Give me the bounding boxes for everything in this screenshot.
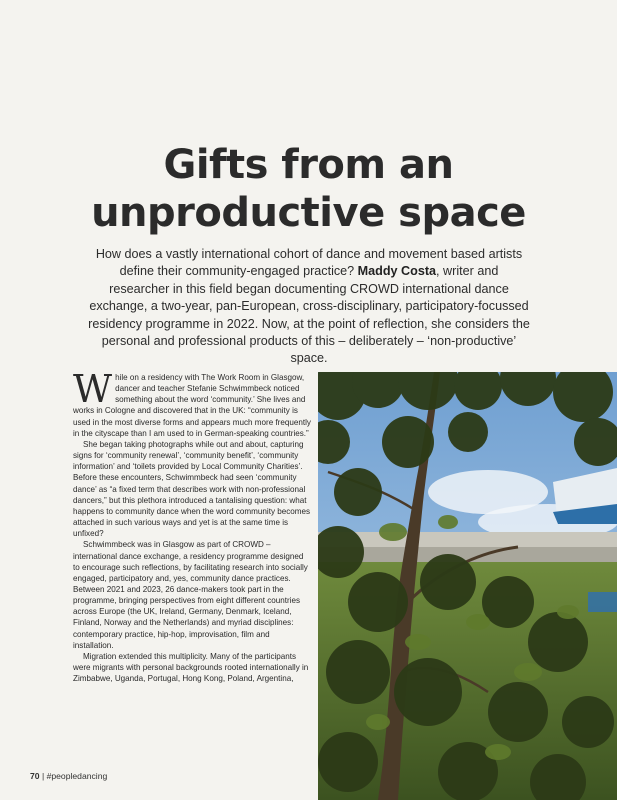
headline-line-1: Gifts from an [163,142,454,188]
body-paragraph-2: She began taking photographs while out and about, capturing signs for ‘community renewal’, ‘community benefit’, ‘community information’ and ‘toilets provided by Local Community Charities’. Before these encounters, Schwimmbeck had seen ‘community dance’ as “a fixed term that describes work with non-professional dancers,” but this plethora introduced a tantalising question: what happens to community dance when the word community becomes attached in such various ways and yet is at the same time is unfixed? [73,439,311,539]
photo-illustration [318,372,617,800]
tree-photograph [318,372,617,800]
body-text-column [73,367,311,684]
body-paragraph-3: Schwimmbeck was in Glasgow as part of CROWD – international dance exchange, a residency programme designed to encourage such reflections, by facilitating research into socially engaged, participatory and, yes, community dance practices. Between 2021 and 2023, 26 dance-makers took part in the programme, bringing perspectives from eight different countries across Europe (the UK, Ireland, Germany, Denmark, Iceland, Finland, Norway and the Netherlands) and myriad disciplines: contemporary practice, hip-hop, improvisation, film and installation. [73,540,308,650]
headline-line-2: unproductive space [91,190,526,236]
folio-separator: | [39,771,47,781]
drop-cap: W [73,367,113,411]
hashtag: #peopledancing [46,771,108,781]
standfirst-continuation: , writer and researcher in this field began documenting CROWD international dance exchange, a two-year, pan-European, cross-disciplinary, participatory-focussed residency programme in 2022. Now, at the point of reflection, she considers the personal and professional products of this – deliberately – ‘non-productive’ space. [88,264,530,366]
standfirst [88,246,530,368]
page-number: 70 [30,771,40,781]
paragraph-1-text: hile on a residency with The Work Room in Glasgow, dancer and teacher Stefanie Schwimmbeck noticed something about the word ‘community.’ She lives and works in Cologne and discovered that in the UK: “community is used in the most diverse forms and appears much more frequently in the cityscape than I am used to in German-speaking countries.” [73,373,311,438]
standfirst-intro: How does a vastly international cohort of dance and movement based artists define their community-engaged practice? [95,247,523,279]
author-name: Maddy Costa [357,264,437,279]
page-footer [30,771,107,781]
body-paragraph-4: Migration extended this multiplicity. Many of the participants were migrants with personal backgrounds rooted internationally in Zimbabwe, Uganda, Portugal, Hong Kong, Poland, Argentina, [73,651,309,684]
body-paragraph-1 [73,367,311,439]
